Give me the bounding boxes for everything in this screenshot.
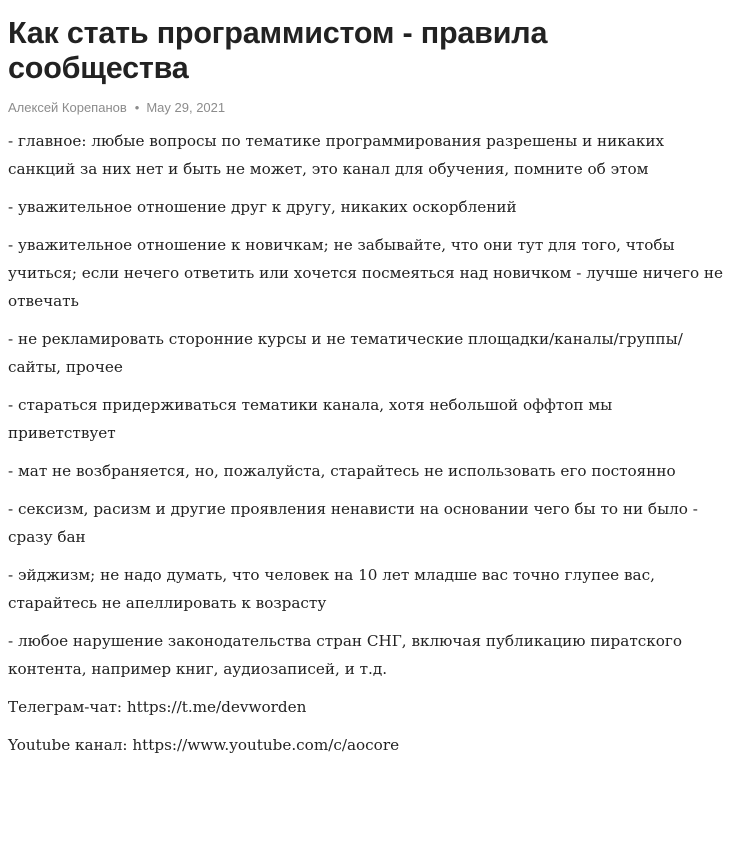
rule-paragraph: - уважительное отношение друг к другу, никаких оскорблений: [8, 198, 517, 216]
rule-paragraph: - эйджизм; не надо думать, что человек на 10 лет младше вас точно глупее вас, старайтесь не апеллировать к возрасту: [8, 566, 655, 612]
author-name[interactable]: Алексей Корепанов: [8, 100, 127, 115]
publish-date: May 29, 2021: [146, 100, 226, 115]
article-title: Как стать программистом - правила сообщества: [8, 16, 548, 85]
rule-paragraph: - главное: любые вопросы по тематике программирования разрешены и никаких санкций за них нет и быть не может, это канал для обучения, помните об этом: [8, 132, 665, 178]
rule-paragraph: - мат не возбраняется, но, пожалуйста, старайтесь не использовать его постоянно: [8, 462, 676, 480]
youtube-channel-link[interactable]: Youtube канал: https://www.youtube.com/c/aocore: [8, 736, 400, 754]
rule-paragraph: - стараться придерживаться тематики канала, хотя небольшой оффтоп мы приветствует: [8, 396, 613, 442]
article-body: [8, 127, 724, 759]
article: [8, 16, 724, 769]
telegram-chat-link[interactable]: Телеграм-чат: https://t.me/devworden: [8, 698, 307, 716]
rule-paragraph: - любое нарушение законодательства стран СНГ, включая публикацию пиратского контента, например книг, аудиозаписей, и т.д.: [8, 632, 682, 678]
rule-paragraph: - не рекламировать сторонние курсы и не тематические площадки/каналы/группы/сайты, прочее: [8, 330, 683, 376]
meta-separator: •: [134, 100, 140, 115]
rule-paragraph: - сексизм, расизм и другие проявления ненависти на основании чего бы то ни было - сразу бан: [8, 500, 698, 546]
rule-paragraph: - уважительное отношение к новичкам; не забывайте, что они тут для того, чтобы учиться; если нечего ответить или хочется посмеяться над новичком - лучше ничего не отвечать: [8, 236, 724, 310]
article-meta: [8, 100, 724, 116]
